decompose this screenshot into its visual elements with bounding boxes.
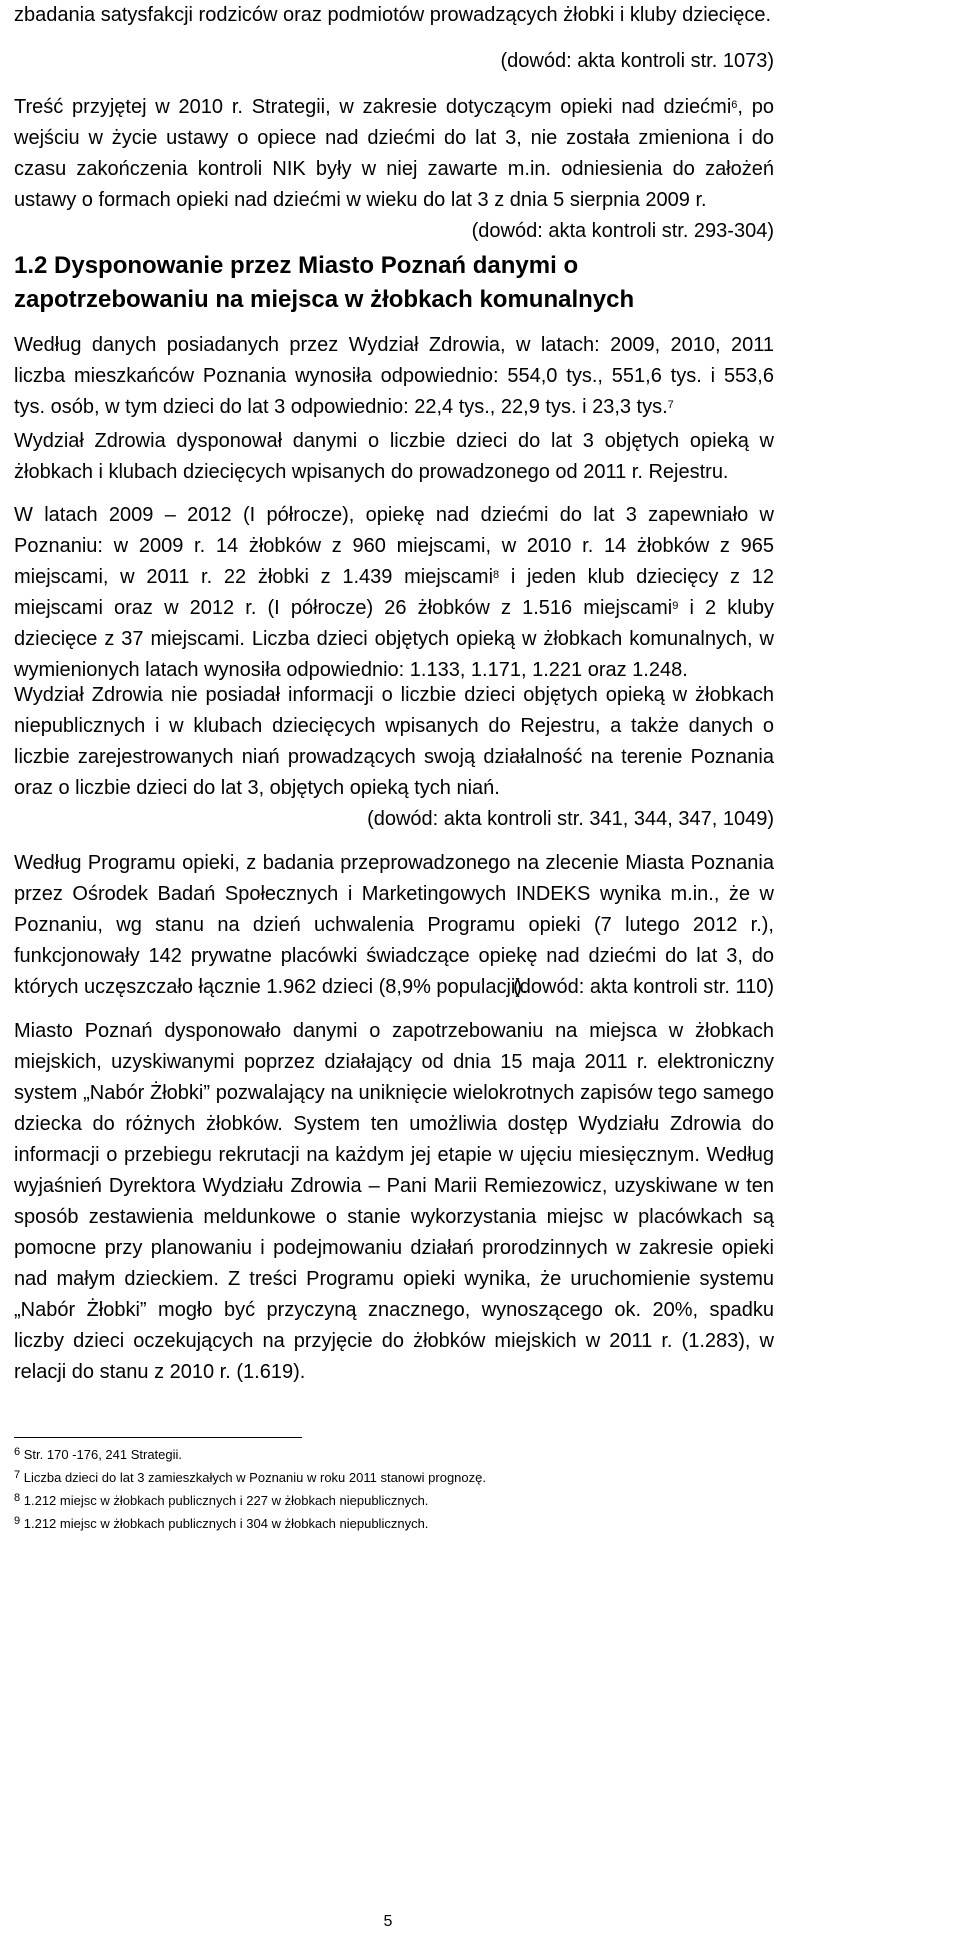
paragraph-register: Wydział Zdrowia dysponował danymi o liczbie dzieci do lat 3 objętych opieką w żłobkach i klubach dziecięcych wpisanych do prowadzonego od 2011 r. Rejestru. bbox=[14, 430, 774, 483]
paragraph-enrollment-system: Miasto Poznań dysponowało danymi o zapotrzebowaniu na miejsca w żłobkach miejskich, uzyskiwanymi poprzez działający od dnia 15 maja 2011 r. elektroniczny system „Nabór Żłobki” pozwalający na uniknięcie wielokrotnych zapisów tego samego dziecka do różnych żłobków. System ten umożliwia dostęp Wydziału Zdrowia do informacji o przebiegu rekrutacji na każdym jej etapie w ujęciu miesięcznym. Według wyjaśnień Dyrektora Wydziału Zdrowia – Pani Marii Remiezowicz, uzyskiwane w ten sposób zestawienia meldunkowe o stanie wykorzystania miejsc w placówkach są pomocne przy planowaniu i podejmowaniu działań prorodzinnych w zakresie opieki nad małym dzieckiem. Z treści Programu opieki wynika, że uruchomienie systemu „Nabór Żłobki” mogło być przyczyną znacznego, wynoszącego ok. 20%, spadku liczby dzieci oczekujących na przyjęcie do żłobków miejskich w 2011 r. (1.283), w relacji do stanu z 2010 r. (1.619). bbox=[14, 1020, 774, 1383]
paragraph-nurseries: W latach 2009 – 2012 (I półrocze), opiekę nad dziećmi do lat 3 zapewniało w Poznaniu: w 2009 r. 14 żłobków z 960 miejscami, w 2010 r. 14 żłobków z 965 miejscami, w 2011 r. 22 żłobki z 1.439 miejscami$^8$ i jeden klub dziecięcy z 12 miejscami oraz w 2012 r. (I półrocze) 26 żłobków z 1.516 miejscami$^9$ i 2 kluby dziecięce z 37 miejscami. Liczba dzieci objętych opieką w żłobkach komunalnych, w wymienionych latach wynosiła odpowiednio: 1.133, 1.171, 1.221 oraz 1.248. bbox=[14, 504, 774, 681]
evidence-note: (dowód: akta kontroli str. 293-304) bbox=[471, 220, 774, 242]
footnote-ref: 6 bbox=[731, 99, 738, 111]
footnote: $^9$ 1.212 miejsc w żłobkach publicznych i 304 w żłobkach niepublicznych. bbox=[14, 1515, 429, 1531]
page-number: 5 bbox=[383, 1913, 393, 1930]
evidence-note: (dowód: akta kontroli str. 1073) bbox=[500, 50, 774, 72]
paragraph-strategy: Treść przyjętej w 2010 r. Strategii, w zakresie dotyczącym opieki nad dziećmi$^6$, po wejściu w życie ustawy o opiece nad dziećmi do lat 3, nie została zmieniona i do czasu zakończenia kontroli NIK były w niej zawarte m.in. odniesienia do założeń ustawy o formach opieki nad dziećmi w wieku do lat 3 z dnia 5 sierpnia 2009 r. bbox=[14, 96, 775, 211]
paragraph-private-data: Wydział Zdrowia nie posiadał informacji o liczbie dzieci objętych opieką w żłobkach niepublicznych i w klubach dziecięcych wpisanych do Rejestru, a także danych o liczbie zarejestrowanych niań prowadzących swoją działalność na terenie Poznania oraz o liczbie dzieci do lat 3, objętych opieką tych niań. bbox=[14, 684, 774, 799]
section-heading: 1.2 Dysponowanie przez Miasto Poznań danymi o zapotrzebowaniu na miejsca w żłobkach komunalnych bbox=[14, 252, 635, 313]
footnote-ref: 8 bbox=[493, 569, 500, 581]
footnote-ref: 9 bbox=[672, 600, 679, 612]
footnote: $^8$ 1.212 miejsc w żłobkach publicznych i 227 w żłobkach niepublicznych. bbox=[14, 1492, 429, 1508]
footnote: $^7$ Liczba dzieci do lat 3 zamieszkałych w Poznaniu w roku 2011 stanowi prognozę. bbox=[14, 1469, 486, 1485]
paragraph-intro: zbadania satysfakcji rodziców oraz podmiotów prowadzących żłobki i kluby dziecięce. bbox=[14, 4, 772, 26]
evidence-note: (dowód: akta kontroli str. 341, 344, 347, 1049) bbox=[367, 808, 774, 830]
paragraph-population: Według danych posiadanych przez Wydział Zdrowia, w latach: 2009, 2010, 2011 liczba mieszkańców Poznania wynosiła odpowiednio: 554,0 tys., 551,6 tys. i 553,6 tys. osób, w tym dzieci do lat 3 odpowiednio: 22,4 tys., 22,9 tys. i 23,3 tys.$^7$ bbox=[14, 334, 774, 418]
footnote-ref: 7 bbox=[667, 399, 674, 411]
footnote: $^6$ Str. 170 -176, 241 Strategii. bbox=[14, 1446, 183, 1462]
footnote-separator bbox=[14, 1437, 302, 1438]
evidence-note: (dowód: akta kontroli str. 110) bbox=[513, 976, 774, 998]
paragraph-program: Według Programu opieki, z badania przeprowadzonego na zlecenie Miasta Poznania przez Ośrodek Badań Społecznych i Marketingowych INDEKS wynika m.in., że w Poznaniu, wg stanu na dzień uchwalenia Programu opieki (7 lutego 2012 r.), funkcjonowały 142 prywatne placówki świadczące opiekę nad dziećmi do lat 3, do których uczęszczało łącznie 1.962 dzieci (8,9% populacji). bbox=[14, 852, 774, 998]
